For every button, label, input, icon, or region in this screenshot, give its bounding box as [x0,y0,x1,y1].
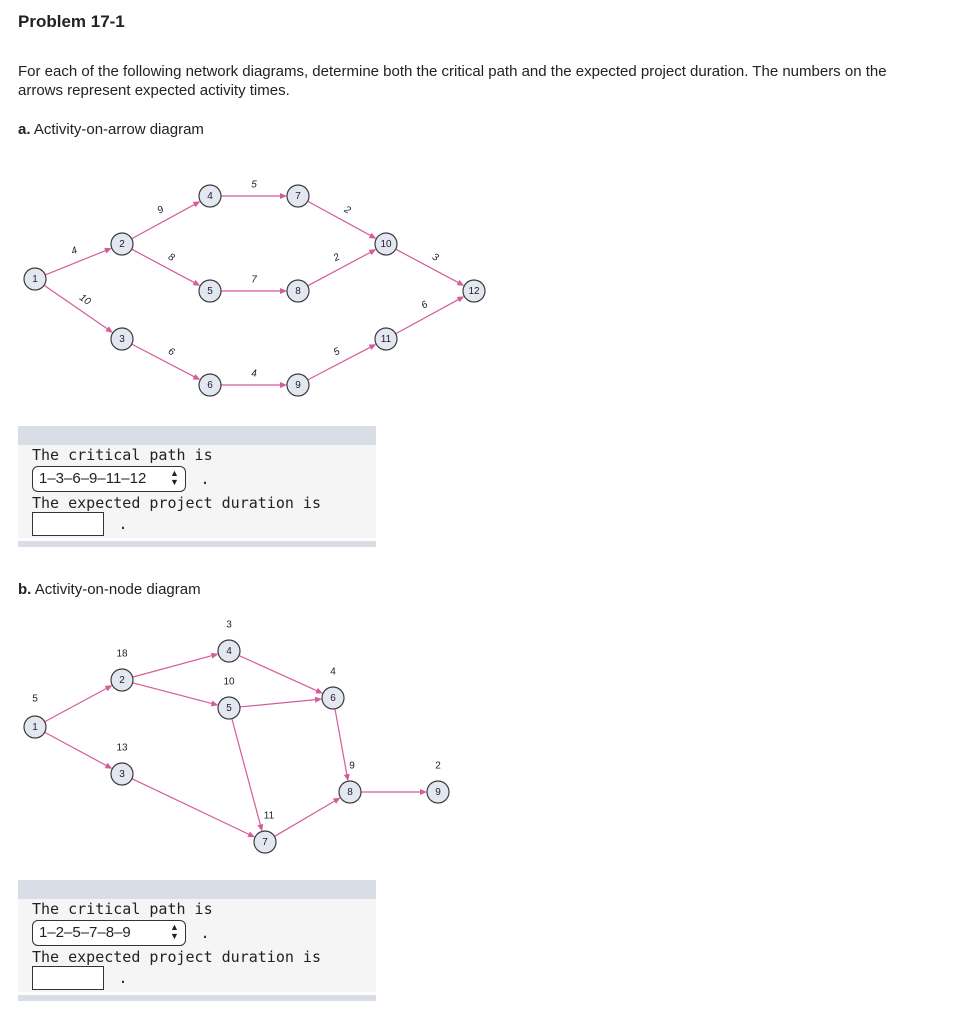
edge-weight-label: 6 [419,299,430,312]
arrow-8-9 [361,789,427,795]
edge-weight-label: 4 [251,368,257,380]
activity-on-node-diagram [0,610,500,860]
edge-line [308,346,372,379]
edge-line [44,285,109,330]
arrow-5-8 [221,288,287,294]
part-a-critical-path-row [32,466,209,492]
arrow-6-8 [335,709,350,781]
edge-line [132,344,196,377]
arrow-1-2 [45,685,113,722]
event-node-9 [287,374,309,396]
arrowhead-icon [280,193,287,199]
activity-time-label: 13 [116,742,128,754]
node-label: 5 [207,286,213,297]
edge-weight-label: 3 [430,251,441,264]
period: . [200,924,210,942]
select-arrows-icon: ▲ ▼ [170,468,179,487]
activity-node-6 [322,687,344,709]
part-a-duration-text: The expected project duration is [32,494,321,512]
node-label: 3 [119,334,125,345]
edge-line [132,249,196,283]
edge-line [239,656,318,692]
arrowhead-icon [105,326,112,332]
part-a-duration-input[interactable] [32,512,104,536]
arrow-10-12 [396,249,465,286]
activity-time-label: 10 [223,676,235,688]
edge-weight-label: 4 [69,245,80,258]
node-label: 6 [330,693,336,704]
edge-line [45,732,108,766]
activity-node-3 [111,763,133,785]
edge-line [45,688,108,722]
arrowhead-icon [211,701,219,707]
node-label: 12 [468,286,480,297]
arrowhead-icon [211,653,219,659]
edge-weight-label: 9 [155,204,166,217]
edge-weight-label: 5 [331,346,342,359]
arrow-1-3 [45,732,113,769]
part-b-critical-path-value: 1–2–5–7–8–9 [39,924,131,941]
event-node-8 [287,280,309,302]
edge-weight-label: 2 [342,204,353,217]
edge-line [132,204,196,239]
part-b-duration-row [32,966,127,990]
activity-node-2 [111,669,133,691]
node-label: 2 [119,239,125,250]
select-arrows-icon: ▲ ▼ [170,922,179,941]
edge-line [308,252,372,286]
activity-node-1 [24,716,46,738]
edge-line [240,700,317,707]
arrow-1-3 [44,285,113,333]
part-b-duration-text: The expected project duration is [32,948,321,966]
answer-box-footer [18,541,376,547]
edge-line [132,779,251,835]
arrowhead-icon [420,789,427,795]
node-label: 1 [32,274,38,285]
event-node-12 [463,280,485,302]
arrowhead-icon [280,288,287,294]
activity-node-8 [339,781,361,803]
node-label: 10 [380,239,392,250]
edge-weight-label: 7 [251,274,257,286]
arrowhead-icon [104,248,112,254]
node-label: 7 [262,837,268,848]
node-label: 4 [207,191,213,202]
activity-node-5 [218,697,240,719]
node-label: 6 [207,380,213,391]
event-node-6 [199,374,221,396]
part-b-duration-input[interactable] [32,966,104,990]
part-a-duration-row [32,512,127,536]
arrow-1-2 [45,248,112,275]
arrowhead-icon [280,382,287,388]
node-label: 7 [295,191,301,202]
part-a-prefix: a. [18,121,31,138]
arrowhead-icon [344,774,350,781]
part-a-answer-box [18,426,376,538]
arrow-2-4 [133,653,219,677]
node-label: 5 [226,703,232,714]
event-node-4 [199,185,221,207]
arrow-7-10 [308,201,377,238]
node-label: 8 [347,787,353,798]
arrow-4-7 [221,193,287,199]
part-b-label-text: Activity-on-node diagram [34,581,201,598]
part-a-label-text: Activity-on-arrow diagram [33,121,204,138]
period: . [118,515,128,533]
edge-line [335,709,347,776]
activity-time-label: 9 [349,760,355,772]
node-label: 3 [119,769,125,780]
node-label: 8 [295,286,301,297]
edge-weight-label: 10 [77,292,93,308]
part-a-critical-path-select[interactable] [32,466,186,492]
activity-time-label: 4 [330,666,336,678]
event-node-5 [199,280,221,302]
instructions: For each of the following network diagrams, determine both the critical path and the expected project duration. The numbers on the arrows represent expected activity times. [18,63,887,99]
arrow-4-6 [239,656,323,694]
activity-time-label: 18 [116,648,128,660]
arrowhead-icon [257,824,263,832]
period: . [200,470,210,488]
arrow-11-12 [396,296,465,333]
edge-weight-label: 8 [166,251,177,264]
arrow-2-5 [133,683,219,707]
edge-weight-label: 5 [251,179,257,191]
arrow-8-10 [308,249,377,286]
event-node-1 [24,268,46,290]
activity-time-label: 3 [226,619,232,631]
activity-time-label: 11 [263,810,275,822]
problem-title: Problem 17-1 [18,12,125,31]
part-a-label [18,121,204,138]
activity-time-label: 2 [435,760,441,772]
answer-box-footer [18,995,376,1001]
event-node-11 [375,328,397,350]
arrow-3-7 [132,779,255,838]
arrowhead-icon [315,697,322,703]
part-b-prefix: b. [18,581,32,598]
edge-line [396,249,460,283]
arrow-2-5 [132,249,201,286]
answer-box-header [18,426,376,445]
edge-line [232,719,261,827]
activity-on-arrow-diagram [0,170,500,410]
node-label: 11 [380,334,392,345]
part-a-critical-path-text: The critical path is [32,446,213,464]
activity-node-7 [254,831,276,853]
event-node-10 [375,233,397,255]
edge-weight-label: 2 [331,251,342,264]
arrow-9-11 [308,344,377,380]
arrow-5-7 [232,719,263,832]
node-label: 2 [119,675,125,686]
arrow-7-8 [274,798,340,837]
part-b-critical-path-row [32,920,209,946]
arrowhead-icon [333,798,341,804]
activity-node-4 [218,640,240,662]
event-node-3 [111,328,133,350]
part-b-answer-box [18,880,376,992]
arrow-3-6 [132,344,201,380]
node-label: 4 [226,646,232,657]
part-b-label [18,581,201,598]
node-label: 1 [32,722,38,733]
activity-node-9 [427,781,449,803]
event-node-7 [287,185,309,207]
answer-box-header [18,880,376,899]
edge-line [396,299,460,334]
edge-weight-label: 6 [166,346,177,359]
part-a-critical-path-value: 1–3–6–9–11–12 [39,470,147,487]
arrow-6-9 [221,382,287,388]
node-label: 9 [435,787,441,798]
edge-line [308,201,372,236]
period: . [118,969,128,987]
arrow-2-4 [132,201,201,238]
part-b-critical-path-select[interactable] [32,920,186,946]
edge-line [274,800,336,836]
edge-line [133,683,214,704]
activity-time-label: 5 [32,693,38,705]
edge-line [133,655,214,677]
part-b-critical-path-text: The critical path is [32,900,213,918]
event-node-2 [111,233,133,255]
node-label: 9 [295,380,301,391]
arrow-5-6 [240,697,322,707]
